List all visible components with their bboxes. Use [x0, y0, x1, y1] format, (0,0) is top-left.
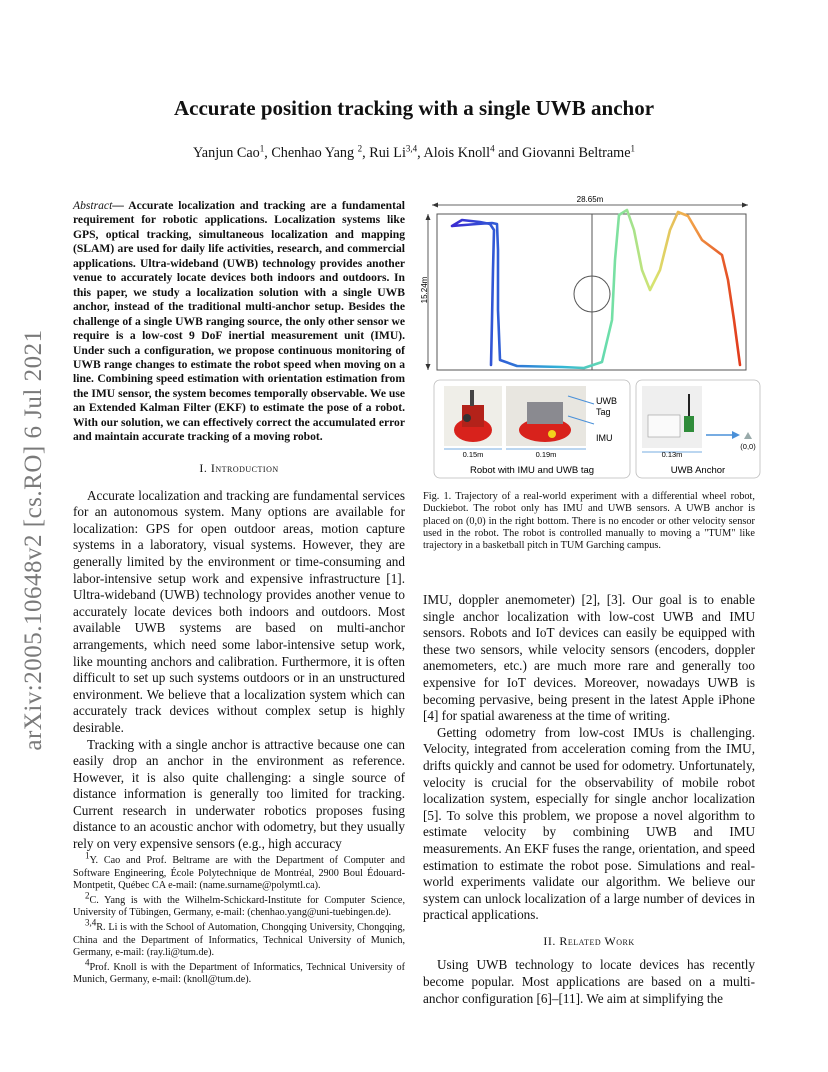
robot-length-dimension: 0.19m — [535, 450, 557, 459]
right-column-text — [423, 592, 755, 1007]
author: Alois Knoll — [423, 145, 491, 161]
footnote — [73, 957, 405, 987]
author: Giovanni Beltrame — [522, 145, 631, 161]
abstract-lead: Abstract — [73, 199, 113, 212]
footnote-mark: 1 — [85, 850, 90, 861]
trajectory-figure — [422, 190, 762, 480]
author-separator: , — [362, 145, 370, 161]
author-affiliation: 1 — [259, 143, 265, 154]
figure-1 — [422, 190, 762, 480]
origin-label: (0,0) — [740, 442, 756, 451]
footnote-text: C. Yang is with the Wilhelm-Schickard-Institute for Computer Science, University of Tübingen, Germany, e-mail: (chenhao.yang@uni-tuebingen.de). — [73, 894, 405, 919]
footnote — [73, 890, 405, 920]
author-list — [0, 145, 828, 162]
right-paragraph-2: Getting odometry from low-cost IMUs is challenging. Velocity, integrated from acceleration coming from the IMU, drifts quickly and cannot be used for odometry. Unfortunately, velocity is crucial for the observability of mobile robot localization system, especially for single anchor localization [5]. To solve this problem, we propose a novel algorithm to estimate velocity by combining UWB and IMU measurements. An EKF fuses the range, orientation, and speed estimation to estimate the robot pose. Simulations and real-world experiments validate our algorithm. We believe our system can unlock localization of a large number of devices in practical applications. — [423, 724, 755, 923]
footnote-mark: 2 — [85, 890, 90, 901]
footnote-text: R. Li is with the School of Automation, Chongqing University, Chongqing, China and the Department of Informatics, Technical University of Munich, Germany, e-mail: (ray.li@tum.de). — [73, 921, 405, 959]
abstract-text: — Accurate localization and tracking are a fundamental requirement for robotic applications. Localization systems like GPS, optical tracking, simultaneous localization and mapping (SLAM) are used for daily life activities, research, and commercial applications. Ultra-wideband (UWB) technology provides another venue to accurately locate devices both indoors and outdoors. In this paper, we study a localization solution with a single UWB anchor, instead of the traditional multi-anchor setup. Besides the challenge of a single UWB ranging source, the only other sensor we require is a low-cost 9 DoF inertial measurement unit (IMU). Under such a configuration, we propose continuous monitoring of UWB range changes to estimate the robot speed when moving on a line. Combining speed estimation with orientation estimation from the IMU sensor, the system becomes temporally observable. We use an Extended Kalman Filter (EKF) to estimate the pose of a robot. With our solution, we can effectively correct the accumulated error and maintain accurate tracking of a moving robot. — [73, 199, 405, 444]
author-affiliation: 2 — [357, 143, 363, 154]
footnote-mark: 4 — [85, 957, 90, 968]
section-heading-related-work: II. Related Work — [543, 933, 635, 948]
author-affiliation: 1 — [630, 143, 636, 154]
width-label: 28.65m — [576, 195, 604, 204]
intro-paragraph-2: Tracking with a single anchor is attractive because one can easily drop an anchor in the environment as reference. However, it is also quite challenging: a single source of distance information is generally too limited for tracking. Current research in underwater robotics proposes fusing distance to an acoustic anchor with odometry, but they usually rely on very expensive sensors (e.g., high accuracy — [73, 736, 405, 852]
robot-width-dimension: 0.15m — [462, 450, 484, 459]
figure-caption: Fig. 1. Trajectory of a real-world experiment with a differential wheel robot, Duckiebot. The robot only has IMU and UWB sensors. A UWB anchor is placed on (0,0) in the right bottom. There is no encoder or other velocity sensor used in the robot. The robot is controlled manually to moving a "TUM" like trajectory in a basketball pitch in TUM Garching campus. — [423, 491, 755, 552]
arxiv-identifier: arXiv:2005.10648v2 [cs.RO] 6 Jul 2021 — [20, 329, 47, 751]
imu-label: IMU — [596, 433, 613, 443]
height-label: 15.24m — [420, 276, 429, 304]
introduction-section — [73, 460, 405, 853]
anchor-dimension: 0.13m — [661, 450, 683, 459]
anchor-panel-caption: UWB Anchor — [670, 465, 726, 476]
footnote-mark: 3,4 — [85, 917, 97, 928]
right-paragraph-1: IMU, doppler anemometer) [2], [3]. Our goal is to enable single anchor localization with low-cost UWB and IMU sensors. Robots and IoT devices can easily be equipped with these two sensors, while velocity sensors (encoders, doppler anemometers, etc.) are much more rare and generally too expensive for IoT devices. Moreover, nowadays UWB is becoming pervasive, being present in the latest Apple iPhone [4] for spatial awareness at the time of writing. — [423, 592, 755, 724]
intro-paragraph-1: Accurate localization and tracking are fundamental services for an autonomous system. Many options are available for localization: GPS for open outdoor areas, motion capture systems in a laboratory, visual systems. However, they are generally limited by the environment or time-consuming and labor-intensive setup work and expensive infrastructure [1]. Ultra-wideband (UWB) technology provides another venue to accurately locate devices both indoors and outdoors. Most available UWB systems are based on multi-anchor arrangements, which need some labor-intensive setup work, like mounting anchors and calibration. Furthermore, it is often difficult to set up such systems outdoors or in an unstructured environment. We believe that a localization system which can accurately track devices without complex setup is highly desirable. — [73, 487, 405, 735]
author-affiliation: 4 — [490, 143, 495, 154]
footnote-text: Prof. Knoll is with the Department of Informatics, Technical University of Munich, Germany, e-mail: (knoll@tum.de). — [73, 961, 405, 986]
author-separator: and — [494, 145, 523, 161]
robot-panel-caption: Robot with IMU and UWB tag — [469, 465, 595, 476]
author-affiliation: 3,4 — [405, 143, 418, 154]
uwb-tag-label-line-1: UWB — [596, 396, 617, 406]
author-separator: , — [417, 145, 424, 161]
origin-marker-icon — [744, 432, 752, 439]
author: Rui Li — [369, 145, 406, 161]
author: Chenhao Yang — [271, 145, 355, 161]
paper-title: Accurate position tracking with a single UWB anchor — [173, 96, 655, 120]
footnote — [73, 917, 405, 960]
uwb-tag-label-line-2: Tag — [596, 407, 611, 417]
footnote-text: Y. Cao and Prof. Beltrame are with the Department of Computer and Software Engineering, École Polytechnique de Montréal, 2900 Boul Édouard-Montpetit, Québec CA e-mail: (name.surname@polymtl.ca). — [73, 855, 405, 892]
author: Yanjun Cao — [192, 145, 260, 161]
related-paragraph-1: Using UWB technology to locate devices has recently become popular. Most applications are based on a multi-anchor configuration [6]–[11]. We aim at simplifying the — [423, 957, 755, 1006]
author-separator: , — [264, 145, 272, 161]
footnote — [73, 850, 405, 893]
abstract — [73, 199, 405, 445]
footnotes — [73, 850, 405, 989]
tum-trajectory — [452, 210, 740, 368]
section-heading-introduction: I. Introduction — [199, 461, 279, 475]
